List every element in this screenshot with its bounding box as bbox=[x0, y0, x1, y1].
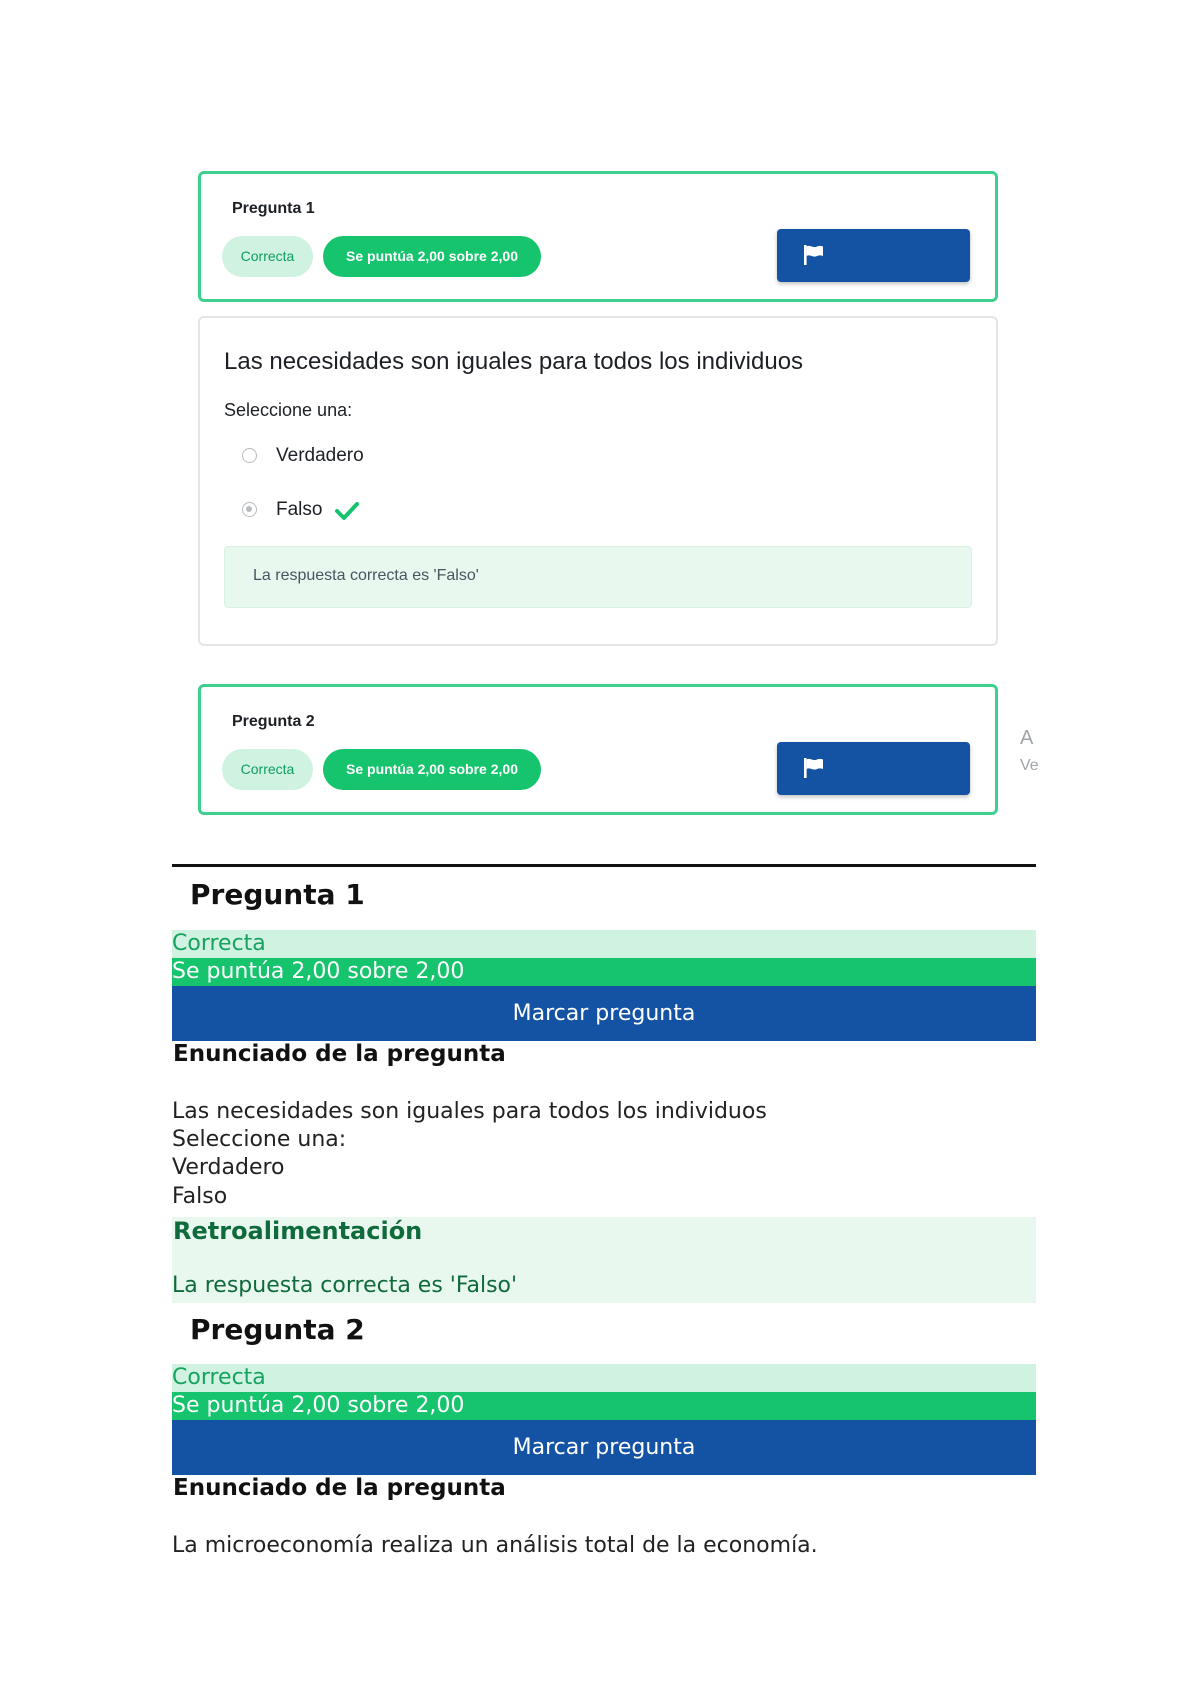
question-2-heading: Pregunta 2 bbox=[190, 1313, 365, 1346]
question-1-header-card bbox=[198, 171, 998, 302]
question-text: La microeconomía realiza un análisis total de la economía. bbox=[172, 1533, 818, 1558]
question-2-title: Pregunta 2 bbox=[232, 713, 315, 730]
status-band: Correcta bbox=[172, 930, 1036, 958]
mark-question-button[interactable]: Marcar pregunta bbox=[172, 1420, 1036, 1475]
score-badge: Se puntúa 2,00 sobre 2,00 bbox=[323, 749, 541, 790]
statement-heading: Enunciado de la pregunta bbox=[173, 1475, 506, 1501]
check-icon bbox=[335, 501, 359, 521]
status-badge: Correcta bbox=[222, 749, 313, 790]
score-badge: Se puntúa 2,00 sobre 2,00 bbox=[323, 236, 541, 277]
question-2-header-card bbox=[198, 684, 998, 815]
question-1-heading: Pregunta 1 bbox=[190, 878, 365, 911]
question-1-title: Pregunta 1 bbox=[232, 200, 315, 217]
feedback-text: La respuesta correcta es 'Falso' bbox=[253, 567, 479, 584]
question-prompt: Seleccione una: bbox=[172, 1127, 347, 1152]
score-band: Se puntúa 2,00 sobre 2,00 bbox=[172, 1392, 1036, 1420]
radio-icon[interactable] bbox=[242, 448, 257, 463]
status-band: Correcta bbox=[172, 1364, 1036, 1392]
feedback-heading: Retroalimentación bbox=[173, 1217, 423, 1245]
flag-question-button[interactable] bbox=[777, 229, 970, 282]
flag-icon bbox=[803, 245, 825, 265]
feedback-box bbox=[224, 546, 972, 608]
divider bbox=[172, 864, 1036, 867]
cut-off-text: A bbox=[1020, 727, 1034, 749]
answer-option[interactable]: Verdadero bbox=[172, 1155, 285, 1180]
radio-icon[interactable] bbox=[242, 502, 257, 517]
mark-question-button[interactable]: Marcar pregunta bbox=[172, 986, 1036, 1041]
question-text: Las necesidades son iguales para todos los individuos bbox=[172, 1099, 767, 1124]
answer-label: Falso bbox=[276, 499, 323, 520]
status-badge: Correcta bbox=[222, 236, 313, 277]
flag-question-button[interactable] bbox=[777, 742, 970, 795]
question-text: Las necesidades son iguales para todos los individuos bbox=[224, 348, 804, 375]
answer-label: Verdadero bbox=[276, 445, 364, 466]
score-band: Se puntúa 2,00 sobre 2,00 bbox=[172, 958, 1036, 986]
cut-off-text: Ve bbox=[1020, 757, 1039, 774]
question-prompt: Seleccione una: bbox=[224, 400, 353, 420]
feedback-section bbox=[172, 1217, 1036, 1303]
answer-option[interactable]: Falso bbox=[172, 1184, 228, 1209]
feedback-text: La respuesta correcta es 'Falso' bbox=[172, 1273, 518, 1298]
question-1-content-card bbox=[198, 316, 998, 646]
flag-icon bbox=[803, 758, 825, 778]
statement-heading: Enunciado de la pregunta bbox=[173, 1041, 506, 1067]
